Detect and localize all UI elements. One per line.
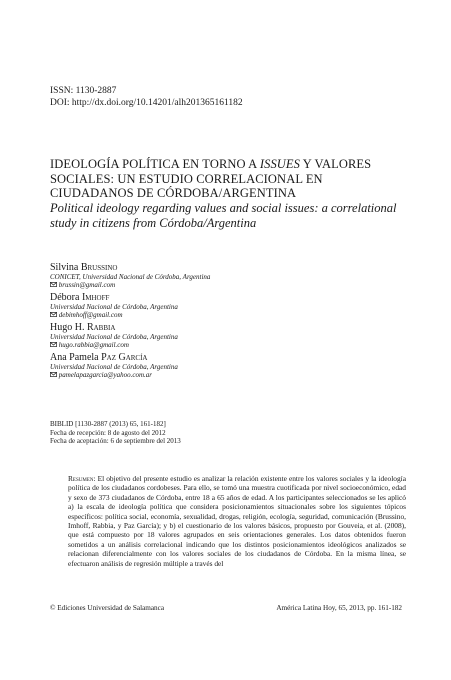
abstract-text: El objetivo del presente estudio es analizar la relación existente entre los valores sociales y la ideología política de los ciudadanos cordobeses. Para ello, se tomó una muestra cuotificada por nivel socioeconómico, edad y sexo de 373 ciudadanos de Córdoba, entre 18 a 65 años de edad. A los participantes seleccionados se les aplicó a) la escala de ideología política que considera posicionamientos situacionales sobre los siguientes tópicos específicos: política social, economía, sexualidad, drogas, religión, ecología, seguridad, comunicación (Brussino, Imhoff, Rabbia, y Paz García); y b) el cuestionario de los valores básicos, propuesto por Gouveia, et al. (2008), que está compuesto por 18 valores agrupados en seis orientaciones generales. Los datos obtenidos fueron sometidos a un análisis correlacional indicando que los distintos posicionamientos ideológicos analizados se relacionan diferencialmente con los valores sociales de los ciudadanos de Córdoba. En la misma línea, se efectuaron análisis de regresión múltiple a través del xyxy=(68,474,406,568)
author-email-line xyxy=(50,281,410,289)
author-affiliation: CONICET, Universidad Nacional de Córdoba, Argentina xyxy=(50,273,211,281)
accepted-date: Fecha de aceptación: 6 de septiembre del 2013 xyxy=(50,437,181,445)
doi-line: DOI: http://dx.doi.org/10.14201/alh201365161182 xyxy=(50,98,243,108)
envelope-icon xyxy=(50,312,57,317)
author-affiliation: Universidad Nacional de Córdoba, Argentina xyxy=(50,363,178,371)
author-email[interactable]: hugo.rabbia@gmail.com xyxy=(58,341,129,349)
title-es-part3: Y VALORES SOCIALES: UN ESTUDIO CORRELACIONAL EN CIUDADANOS DE CÓRDOBA/ARGENTINA xyxy=(50,157,372,200)
title-es-issues: ISSUES xyxy=(259,157,301,171)
author-name: Hugo H. Rabbia xyxy=(50,322,116,333)
author-affiliation: Universidad Nacional de Córdoba, Argentina xyxy=(50,333,178,341)
author-name: Ana Pamela Paz García xyxy=(50,352,148,363)
received-date: Fecha de recepción: 8 de agosto del 2012 xyxy=(50,428,166,437)
envelope-icon xyxy=(50,342,57,347)
author-list xyxy=(50,262,410,382)
abstract-label: Resumen: xyxy=(68,474,96,483)
issn-line: ISSN: 1130-2887 xyxy=(50,86,117,96)
author-name: Débora Imhoff xyxy=(50,292,110,303)
author-email-line xyxy=(50,341,410,349)
title-spanish xyxy=(50,157,405,201)
envelope-icon xyxy=(50,282,57,287)
envelope-icon xyxy=(50,372,57,377)
journal-identifiers xyxy=(50,85,243,109)
author-block xyxy=(50,352,410,379)
footer-citation: América Latina Hoy, 65, 2013, pp. 161-182 xyxy=(276,604,402,612)
abstract xyxy=(68,474,406,568)
biblid-line: BIBLID [1130-2887 (2013) 65, 161-182] xyxy=(50,420,166,428)
author-block xyxy=(50,292,410,319)
bibliographic-info xyxy=(50,420,410,446)
author-email[interactable]: brussin@gmail.com xyxy=(58,281,116,289)
author-name: Silvina Brussino xyxy=(50,262,118,273)
author-block xyxy=(50,262,410,289)
author-block xyxy=(50,322,410,349)
author-affiliation: Universidad Nacional de Córdoba, Argentina xyxy=(50,303,178,311)
author-email[interactable]: pamelapazgarcia@yahoo.com.ar xyxy=(58,371,153,379)
author-email-line xyxy=(50,371,410,379)
title-es-part1: IDEOLOGÍA POLÍTICA EN TORNO A xyxy=(50,157,260,171)
footer-copyright: © Ediciones Universidad de Salamanca xyxy=(50,604,165,612)
title-english: Political ideology regarding values and social issues: a correlational study in citizens from Córdoba/Argentina xyxy=(50,201,397,230)
author-email-line xyxy=(50,311,410,319)
author-email[interactable]: debimhoff@gmail.com xyxy=(58,311,123,319)
